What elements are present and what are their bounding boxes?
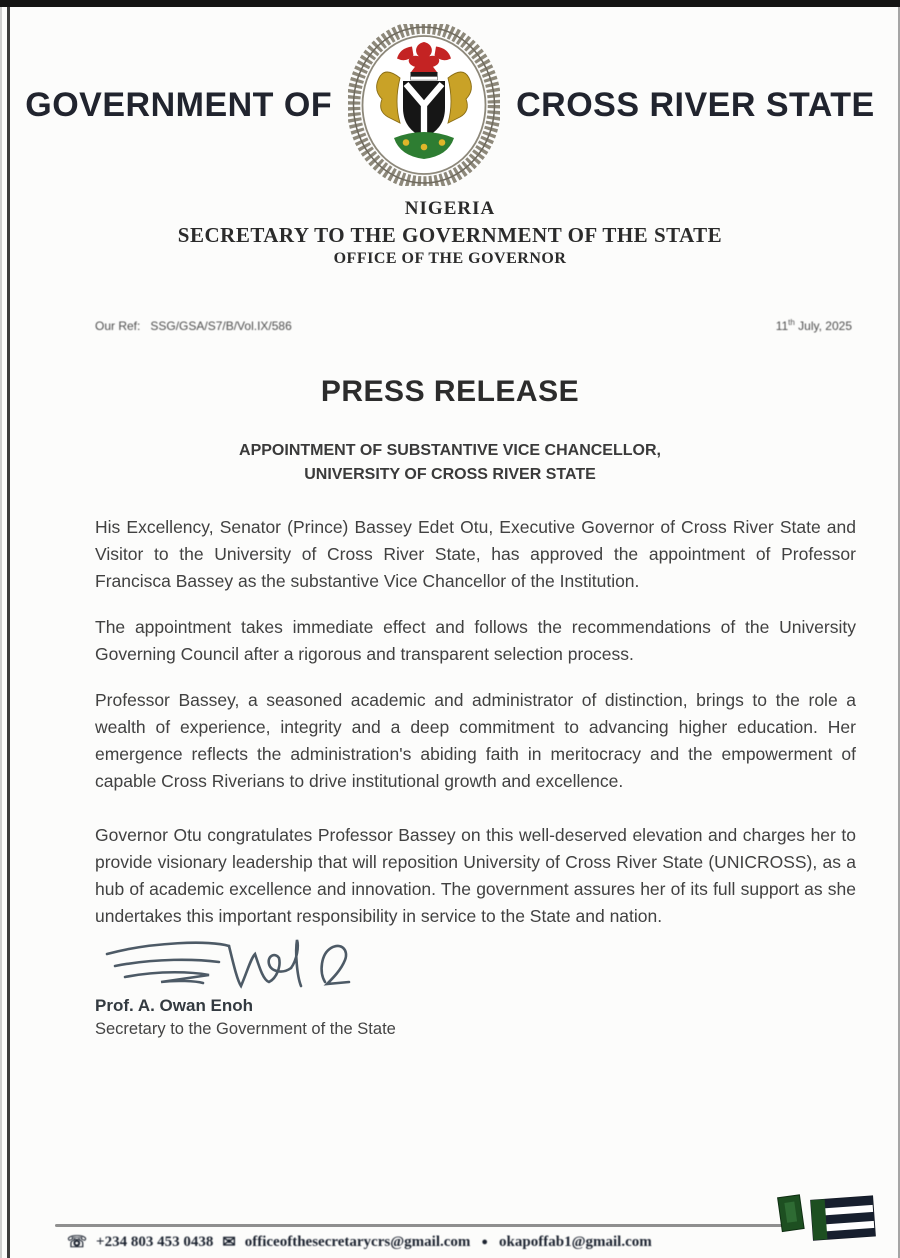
masthead-left-title: GOVERNMENT OF xyxy=(25,85,333,124)
subject-heading xyxy=(0,439,900,487)
scan-border-top xyxy=(0,0,900,7)
body-text xyxy=(0,514,900,930)
letterhead xyxy=(0,198,900,268)
nigeria-and-state-flags-icon xyxy=(764,1184,882,1244)
subject-line2: UNIVERSITY OF CROSS RIVER STATE xyxy=(304,466,596,483)
paragraph-4: Governor Otu congratulates Professor Bassey on this well-deserved elevation and charges her to provide visionary leadership that will reposition University of Cross River State (UNICROSS), as a hub of academic excellence and innovation. The government assures her of its full support as she undertakes this important responsibility in service to the State and nation. xyxy=(95,825,856,926)
scan-border-left xyxy=(7,7,10,1258)
reference-row xyxy=(0,318,900,333)
reference-label: Our Ref: xyxy=(95,319,141,333)
date-ordinal: th xyxy=(788,318,795,327)
letterhead-office-line1: SECRETARY TO THE GOVERNMENT OF THE STATE xyxy=(177,223,723,247)
paragraph-2: The appointment takes immediate effect and follows the recommendations of the University Governing Council after a rigorous and transparent selection process. xyxy=(95,617,856,664)
paragraph-1: His Excellency, Senator (Prince) Bassey Edet Otu, Executive Governor of Cross River State and Visitor to the University of Cross River State, has approved the appointment of Professor Francisca Bassey as the substantive Vice Chancellor of the Institution. xyxy=(95,517,856,591)
envelope-icon: ✉ xyxy=(222,1234,236,1251)
footer-separator-dot: ● xyxy=(481,1236,489,1248)
footer-email-secondary: okapoffab1@gmail.com xyxy=(499,1233,652,1250)
date-rest: July, 2025 xyxy=(794,319,852,333)
press-release-title: PRESS RELEASE xyxy=(320,375,580,408)
letterhead-country: NIGERIA xyxy=(404,198,496,219)
signatory-name: Prof. A. Owan Enoh xyxy=(95,996,254,1015)
reference-value: SSG/GSA/S7/B/Vol.IX/586 xyxy=(150,319,292,333)
footer-rule xyxy=(55,1224,790,1227)
scan-border-left-outer xyxy=(0,7,2,1258)
letterhead-office-line2: OFFICE OF THE GOVERNOR xyxy=(333,250,567,267)
reference-number xyxy=(95,319,292,333)
footer-email-primary: officeofthesecretarycrs@gmail.com xyxy=(244,1233,471,1250)
document-date xyxy=(776,318,852,333)
signature-block xyxy=(95,932,900,1039)
footer-phone: +234 803 453 0438 xyxy=(96,1233,214,1250)
date-day: 11 xyxy=(775,319,789,333)
paragraph-3: Professor Bassey, a seasoned academic and administrator of distinction, brings to the role a wealth of experience, integrity and a deep commitment to advancing higher education. Her emergence reflects the administration's abiding faith in meritocracy and the empowerment of capable Cross Riverians to drive institutional growth and excellence. xyxy=(95,690,856,791)
masthead xyxy=(0,0,900,186)
signatory-title: Secretary to the Government of the State xyxy=(95,1020,396,1038)
nigeria-coat-of-arms-icon xyxy=(348,24,500,186)
telephone-icon: ☏ xyxy=(67,1234,88,1251)
handwritten-signature xyxy=(101,932,401,994)
masthead-right-title: CROSS RIVER STATE xyxy=(516,85,875,124)
subject-line1: APPOINTMENT OF SUBSTANTIVE VICE CHANCELLOR, xyxy=(239,442,661,459)
